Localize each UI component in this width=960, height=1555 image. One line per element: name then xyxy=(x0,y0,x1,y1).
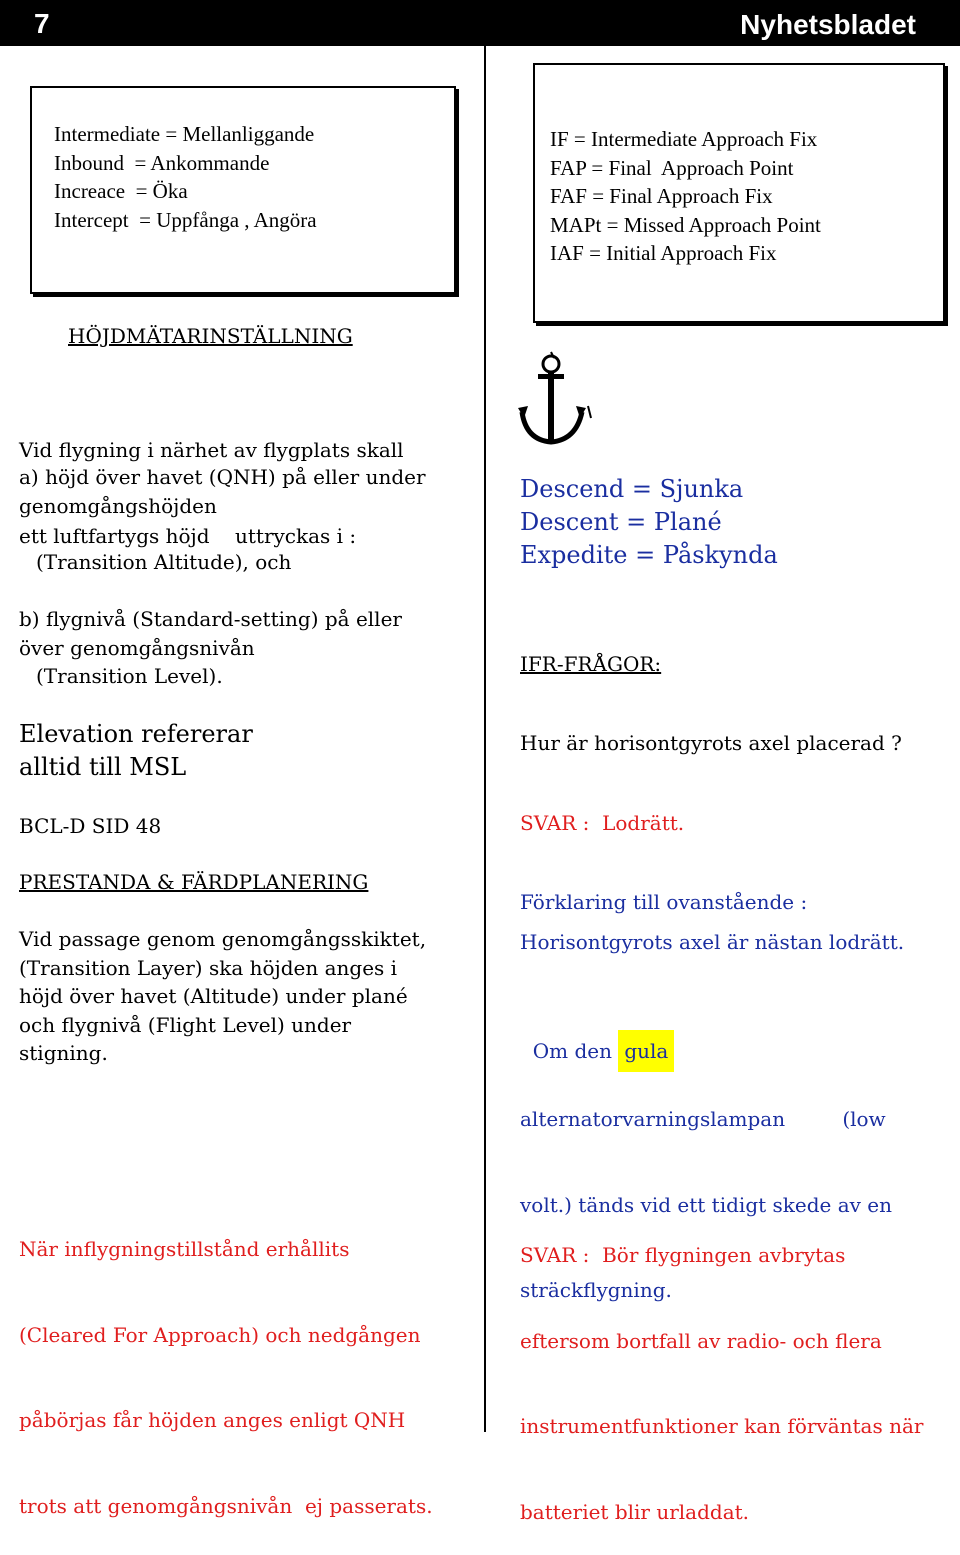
text-line: Vid flygning i närhet av flygplats skall xyxy=(19,438,404,462)
text-line: alternatorvarningslampan (low xyxy=(520,1107,886,1131)
text-line: trots att genomgångsnivån ej passerats. xyxy=(19,1493,433,1518)
text-line: Elevation refererar xyxy=(19,720,253,748)
text-line: Expedite = Påskynda xyxy=(520,541,778,569)
text-line: När inflygningstillstånd erhållits xyxy=(19,1237,350,1261)
glossary-box-left xyxy=(30,86,456,294)
item-a xyxy=(19,463,426,520)
glossary-line: FAP = Final Approach Point xyxy=(550,155,794,180)
text-line: instrumentfunktioner kan förväntas när xyxy=(520,1414,924,1438)
blue-terms xyxy=(520,473,778,572)
glossary-box-right xyxy=(533,63,945,323)
explanation-label: Förklaring till ovanstående : xyxy=(520,890,808,914)
explanation-text: Horisontgyrots axel är nästan lodrätt. xyxy=(520,930,905,954)
column-divider xyxy=(484,46,486,1432)
text-line: Descent = Plané xyxy=(520,508,722,536)
text-line: över genomgångsnivån xyxy=(19,635,255,660)
anchor-icon xyxy=(516,350,596,454)
text-line: påbörjas får höjden anges enligt QNH xyxy=(19,1408,406,1432)
text-span: Om den xyxy=(532,1038,619,1063)
text-line: (Transition Level). xyxy=(36,664,223,688)
reference-text: BCL-D SID 48 xyxy=(19,814,162,838)
text-line: SVAR : Bör flygningen avbrytas xyxy=(520,1243,846,1267)
text-line: stigning. xyxy=(19,1041,108,1065)
text-line: ett luftfartygs höjd uttryckas i : xyxy=(19,523,357,548)
glossary-line: Intercept = Uppfånga , Angöra xyxy=(54,207,317,232)
answer-1: SVAR : Lodrätt. xyxy=(520,811,685,835)
glossary-line: FAF = Final Approach Fix xyxy=(550,184,773,208)
text-line: sträckflygning. xyxy=(520,1278,672,1302)
text-line: alltid till MSL xyxy=(19,753,187,781)
page-number: 7 xyxy=(34,8,50,39)
text-line: (Transition Layer) ska höjden anges i xyxy=(19,955,398,980)
answer-2 xyxy=(520,1184,923,1555)
heading-ifr-questions: IFR-FRÅGOR: xyxy=(520,652,662,676)
text-line: volt.) tänds vid ett tidigt skede av en xyxy=(520,1192,893,1217)
text-line: eftersom bortfall av radio- och flera xyxy=(520,1328,882,1353)
glossary-line: MAPt = Missed Approach Point xyxy=(550,212,821,237)
glossary-line: IAF = Initial Approach Fix xyxy=(550,241,777,265)
performance-body xyxy=(19,925,426,1068)
approach-note xyxy=(19,1178,433,1549)
glossary-line: Increace = Öka xyxy=(54,179,188,203)
glossary-line: Inbound = Ankommande xyxy=(54,150,270,175)
item-a-continued: (Transition Altitude), och xyxy=(36,550,292,574)
glossary-line: Intermediate = Mellanliggande xyxy=(54,122,315,146)
highlighted-word: gula xyxy=(618,1030,674,1072)
question-1: Hur är horisontgyrots axel placerad ? xyxy=(520,731,902,755)
heading-performance: PRESTANDA & FÄRDPLANERING xyxy=(19,870,369,894)
text-line: Vid passage genom genomgångsskiktet, xyxy=(19,927,427,951)
text-line: höjd över havet (Altitude) under plané xyxy=(19,984,408,1008)
text-line: (Cleared For Approach) och nedgången xyxy=(19,1322,421,1347)
heading-altimeter-setting: HÖJDMÄTARINSTÄLLNING xyxy=(68,324,353,348)
text-line: genomgångshöjden xyxy=(19,493,217,518)
elevation-note xyxy=(19,718,253,784)
glossary-line: IF = Intermediate Approach Fix xyxy=(550,127,818,151)
text-line: a) höjd över havet (QNH) på eller under xyxy=(19,465,426,489)
text-line: och flygnivå (Flight Level) under xyxy=(19,1012,352,1037)
text-line: batteriet blir urladdat. xyxy=(520,1499,750,1524)
item-b xyxy=(19,605,402,691)
text-line: b) flygnivå (Standard-setting) på eller xyxy=(19,607,402,631)
newsletter-title: Nyhetsbladet xyxy=(740,9,916,40)
text-line: Descend = Sjunka xyxy=(520,475,744,503)
